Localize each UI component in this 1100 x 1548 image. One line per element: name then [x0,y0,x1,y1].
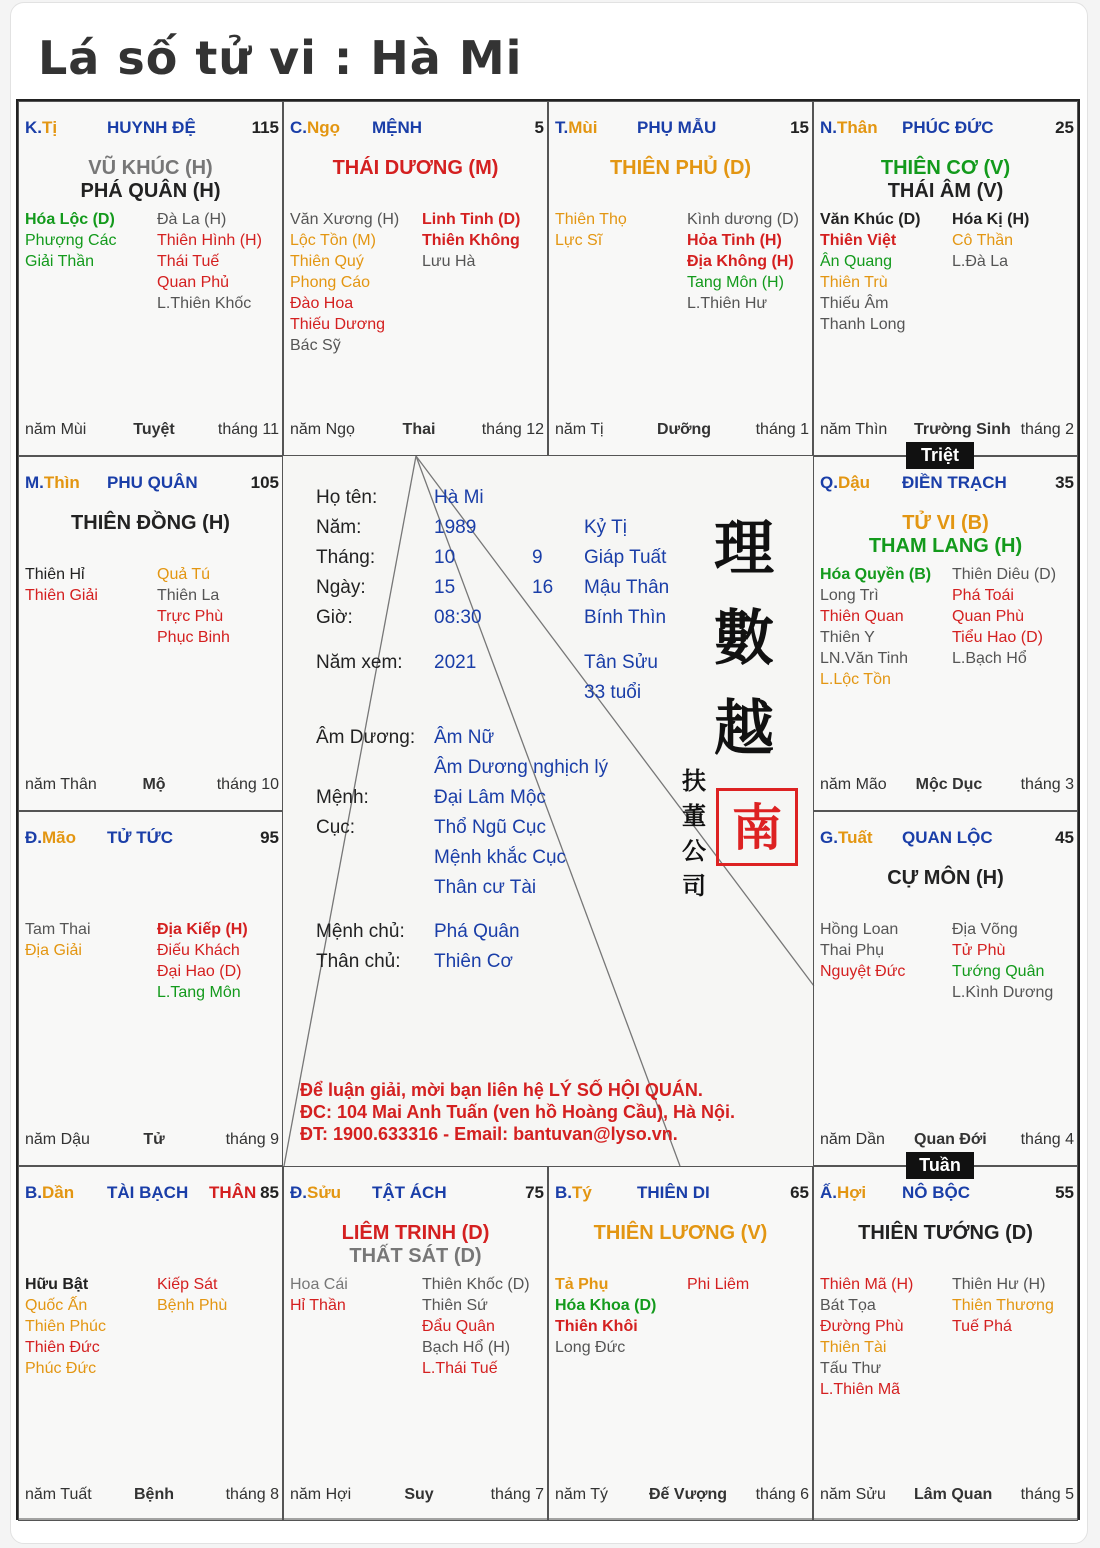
main-stars [549,157,812,180]
palace-branch-name: Tị [42,118,58,137]
palace-branch-name: Thìn [43,473,80,492]
nam-label: Năm: [316,517,362,538]
footer-month: tháng 10 [216,776,279,793]
footer-year: năm Dần [820,1131,885,1148]
thang-value: 10 [434,547,456,568]
minor-star: Thiên Đức [25,1339,100,1356]
palace-cell [813,1166,1078,1521]
minor-star: Hoa Cái [290,1276,348,1293]
palace-stem: M. [25,473,44,492]
footer-stage: Đế Vượng [649,1486,728,1503]
minor-star: Điếu Khách [157,942,240,959]
footer-stage: Trường Sinh [914,421,1011,438]
tuoi: 33 tuổi [584,682,642,703]
footer-month: tháng 6 [755,1486,809,1503]
red-seal: 南 [716,788,798,866]
minor-star: Quả Tú [157,566,211,583]
main-star: VŨ KHÚC (H) [88,157,213,179]
palace-branch [290,1183,341,1203]
palace-cell [18,456,283,811]
footer-stage: Bệnh [134,1486,174,1503]
nam-can-chi: Kỷ Tị [584,517,627,538]
palace-branch-name: Hợi [837,1183,867,1202]
minor-star: L.Đà La [952,253,1009,270]
nam-value: 1989 [434,517,477,538]
minor-stars-left [25,919,91,961]
main-stars [549,1222,812,1245]
palace-stem: Đ. [25,828,42,847]
palace-number: 75 [525,1183,544,1202]
minor-stars-right [157,209,262,314]
palace-branch-name: Dần [42,1183,75,1202]
palace-branch [820,828,873,848]
main-stars [814,157,1077,203]
minor-star: Đà La (H) [157,211,227,228]
minor-star: Hỉ Thần [290,1297,346,1314]
palace-branch [25,473,80,493]
main-star: LIÊM TRINH (D) [341,1222,490,1244]
contact-line-1: Để luận giải, mời bạn liên hệ LÝ SỐ HỘI QUÁN. [300,1080,703,1100]
main-star: TỬ VI (B) [902,512,989,534]
minor-stars-right [952,1274,1054,1337]
palace-name: QUAN LỘC [902,828,993,847]
footer-stage: Suy [404,1486,434,1503]
minor-star: Thiên Hư (H) [952,1276,1046,1293]
thang-label: Tháng: [316,547,376,568]
minor-star: LN.Văn Tinh [820,650,909,667]
main-star: THIÊN LƯƠNG (V) [593,1222,768,1244]
minor-star: Lưu Hà [422,253,476,270]
palace-branch [820,473,870,493]
minor-star: Long Đức [555,1339,626,1356]
footer-year: năm Ngọ [290,421,355,438]
minor-star: Tam Thai [25,921,91,938]
small-calligraphy-4: 司 [682,871,706,900]
cuc-note: Mệnh khắc Cục [434,847,567,868]
gio-label: Giờ: [316,607,353,628]
palace-number: 115 [251,118,279,137]
main-stars [814,867,1077,890]
minor-star: Địa Không (H) [687,253,794,270]
footer-year: năm Dậu [25,1131,90,1148]
palace-name: HUYNH ĐỆ [107,118,196,137]
palace-branch-name: Ngọ [307,118,341,137]
ngay-label: Ngày: [316,577,366,598]
gio-can-chi: Bính Thìn [584,607,667,628]
palace-stem: N. [820,118,837,137]
palace-name: MỆNH [372,118,423,137]
palace-cell [18,811,283,1166]
palace-cell [548,101,813,456]
palace-name: PHÚC ĐỨC [902,118,994,137]
minor-star: Linh Tinh (D) [422,211,521,228]
palace-branch-name: Dậu [837,473,871,492]
minor-star: Tả Phụ [555,1276,609,1293]
minor-star: Thiên Trù [820,274,888,291]
footer-stage: Lâm Quan [914,1486,993,1503]
minor-star: Hóa Quyền (B) [820,566,932,583]
minor-star: Lực Sĩ [555,232,603,249]
nam-xem-can-chi: Tân Sửu [584,652,658,673]
minor-star: Tuế Phá [952,1318,1012,1335]
palace-cell [813,101,1078,456]
footer-year: năm Tị [555,421,604,438]
minor-star: Thanh Long [820,316,906,333]
minor-star: L.Tang Môn [157,984,241,1001]
footer-year: năm Mão [820,776,887,793]
minor-star: Kiếp Sát [157,1276,218,1293]
minor-star: Hóa Lộc (D) [25,211,115,228]
tuan-tag: Tuần [906,1152,974,1179]
minor-star: Tấu Thư [820,1360,882,1377]
minor-star: Tiểu Hao (D) [952,629,1043,646]
minor-star: Kình dương (D) [687,211,799,228]
minor-stars-right [952,209,1029,272]
palace-branch-name: Sửu [307,1183,342,1202]
palace-stem: B. [555,1183,572,1202]
minor-star: L.Lộc Tồn [820,671,891,688]
minor-star: Thiên Diêu (D) [952,566,1057,583]
palace-branch [820,118,878,138]
palace-cell [18,1166,283,1521]
minor-star: Thiên Quan [820,608,904,625]
minor-stars-right [157,919,248,1003]
minor-star: Cô Thần [952,232,1014,249]
small-calligraphy-2: 董 [682,801,706,830]
footer-stage: Dưỡng [656,421,712,438]
palace-number: 45 [1055,828,1074,847]
footer-stage: Thai [402,421,436,438]
am-duong-note: Âm Dương nghịch lý [434,757,609,778]
palace-name: TẬT ÁCH [372,1183,447,1202]
minor-stars-left [25,1274,106,1379]
palace-cell [813,811,1078,1166]
palace-stem: G. [820,828,838,847]
main-star: CỰ MÔN (H) [887,867,1004,889]
main-star: THIÊN ĐỒNG (H) [71,512,230,534]
page-title: Lá số tử vi : Hà Mi [38,31,523,85]
minor-star: L.Bạch Hổ [952,650,1027,667]
palace-stem: K. [25,118,42,137]
palace-number: 5 [534,118,544,137]
main-stars [814,512,1077,558]
palace-stem: C. [290,118,307,137]
minor-star: Lộc Tồn (M) [290,232,376,249]
minor-star: Thiên Không [422,232,520,249]
minor-star: Bạch Hổ (H) [422,1339,511,1356]
gio-value: 08:30 [434,607,482,628]
footer-month: tháng 1 [755,421,809,438]
minor-star: Văn Khúc (D) [820,211,921,228]
footer-month: tháng 11 [217,421,279,438]
minor-stars-left [820,919,905,982]
minor-star: Thiên Giải [25,587,98,604]
minor-stars-right [157,1274,227,1316]
minor-stars-right [422,209,520,272]
footer-stage: Quan Đới [914,1131,987,1148]
calligraphy-char-3: 越 [714,694,774,764]
palace-number: 25 [1055,118,1074,137]
minor-star: Quan Phù [952,608,1025,625]
minor-star: Thiên Hỉ [25,566,85,583]
minor-star: L.Thiên Hư [687,295,768,312]
palace-cell [18,101,283,456]
footer-year: năm Thân [25,776,97,793]
minor-star: L.Thiên Khốc [157,295,252,312]
palace-stem: B. [25,1183,42,1202]
minor-stars-left [25,209,116,272]
minor-stars-right [952,564,1056,669]
palace-number: 105 [250,473,279,492]
nam-xem-value: 2021 [434,652,477,673]
minor-star: Thiên Thương [952,1297,1054,1314]
minor-star: L.Thiên Mã [820,1381,901,1398]
minor-star: Hồng Loan [820,921,899,938]
minor-star: Tướng Quân [952,963,1045,980]
minor-star: Thiên Khôi [555,1318,638,1335]
footer-stage: Mộc Dục [915,776,983,793]
footer-month: tháng 8 [225,1486,279,1503]
main-star: PHÁ QUÂN (H) [80,180,221,202]
minor-star: Thiên La [157,587,220,604]
minor-star: Phượng Các [25,232,117,249]
minor-stars-left [820,564,931,690]
palace-number: 65 [790,1183,809,1202]
palace-number: 35 [1055,473,1074,492]
minor-star: L.Kình Dương [952,984,1054,1001]
minor-star: Nguyệt Đức [820,963,906,980]
minor-star: Bác Sỹ [290,337,341,354]
palace-branch [25,1183,74,1203]
palace-cell [813,456,1078,811]
ngay-am: 16 [532,577,554,598]
minor-stars-right [687,1274,749,1295]
cuc-label: Cục: [316,817,356,838]
minor-star: Phong Cáo [290,274,371,291]
minor-star: Địa Võng [952,921,1018,938]
small-calligraphy-1: 扶 [682,766,706,795]
ngay-can-chi: Mậu Thân [584,577,670,598]
palace-branch-name: Mùi [568,118,598,137]
footer-stage: Mộ [142,776,166,793]
main-stars [19,157,282,203]
main-star: THIÊN TƯỚNG (D) [858,1222,1033,1244]
thang-am: 9 [532,547,543,568]
minor-star: Văn Xương (H) [290,211,400,228]
calligraphy-char-2: 數 [714,604,774,674]
minor-star: Hóa Khoa (D) [555,1297,657,1314]
nam-xem-label: Năm xem: [316,652,403,673]
palace-name: THIÊN DI [637,1183,710,1202]
minor-stars-left [25,564,98,606]
palace-stem: Đ. [290,1183,307,1202]
footer-year: năm Sửu [820,1486,886,1503]
minor-star: Phúc Đức [25,1360,97,1377]
minor-stars-left [555,1274,656,1358]
minor-star: Tang Môn (H) [687,274,784,291]
footer-month: tháng 12 [481,421,544,438]
main-stars [19,512,282,535]
minor-star: Tử Phù [952,942,1006,959]
minor-star: Quốc Ấn [25,1297,88,1314]
minor-star: Đào Hoa [290,295,354,312]
minor-stars-right [952,919,1053,1003]
minor-star: L.Thái Tuế [422,1360,498,1377]
minor-star: Đẩu Quân [422,1318,495,1335]
palace-branch-name: Tý [572,1183,592,1202]
main-star: THIÊN PHỦ (D) [609,157,752,179]
minor-star: Quan Phủ [157,274,230,291]
contact-line-3: ĐT: 1900.633316 - Email: bantuvan@lyso.vn. [300,1124,678,1144]
menh-chu-label: Mệnh chủ: [316,921,405,942]
minor-stars-left [555,209,627,251]
than-chu-value: Thiên Cơ [434,951,513,972]
minor-stars-right [687,209,799,314]
palace-name: PHU QUÂN [107,473,198,492]
palace-name: NÔ BỘC [902,1183,970,1202]
cuc-value: Thổ Ngũ Cục [434,817,546,838]
am-duong-label: Âm Dương: [316,727,416,748]
minor-star: Bệnh Phù [157,1297,228,1314]
palace-number: 95 [260,828,279,847]
minor-star: Thiên Sứ [422,1297,488,1314]
triet-tag: Triệt [906,442,974,469]
minor-star: Đường Phù [820,1318,904,1335]
ho-ten-value: Hà Mi [434,487,484,508]
ho-ten-label: Họ tên: [316,487,378,508]
minor-star: Thiên Hình (H) [157,232,262,249]
minor-star: Thiếu Dương [290,316,386,333]
main-stars [284,1222,547,1268]
footer-month: tháng 4 [1020,1131,1074,1148]
palace-number: 15 [790,118,809,137]
palace-branch [555,118,598,138]
palace-branch [25,828,76,848]
menh-value: Đại Lâm Mộc [434,787,546,808]
minor-star: Thiên Phúc [25,1318,106,1335]
palace-branch [820,1183,866,1203]
minor-star: Thiên Tài [820,1339,887,1356]
palace-cell [283,1166,548,1521]
palace-cell [283,101,548,456]
palace-stem: Ấ. [820,1183,837,1202]
main-star: THÁI ÂM (V) [887,180,1004,202]
palace-branch [25,118,57,138]
minor-star: Thiên Quý [290,253,364,270]
menh-label: Mệnh: [316,787,369,808]
minor-star: Thiên Y [820,629,875,646]
minor-star: Thiên Mã (H) [820,1276,914,1293]
palace-than-marker: THÂN [209,1183,257,1202]
main-star: THAM LANG (H) [868,535,1023,557]
footer-year: năm Tuất [25,1486,92,1503]
footer-month: tháng 2 [1020,421,1074,438]
palace-stem: Q. [820,473,838,492]
footer-year: năm Mùi [25,421,87,438]
main-stars [814,1222,1077,1245]
small-calligraphy-3: 公 [682,836,706,865]
thang-can-chi: Giáp Tuất [584,547,667,568]
palace-cell [548,1166,813,1521]
ngay-value: 15 [434,577,456,598]
minor-star: Thiếu Âm [820,295,889,312]
palace-name: TỬ TỨC [107,828,173,847]
minor-star: Thiên Thọ [555,211,627,228]
palace-branch-name: Mão [42,828,76,847]
minor-star: Giải Thần [25,253,95,270]
minor-star: Địa Giải [25,942,82,959]
minor-star: Thiên Việt [820,232,897,249]
calligraphy-char-1: 理 [714,514,774,584]
minor-star: Địa Kiếp (H) [157,921,248,938]
minor-stars-left [820,1274,913,1400]
palace-name: PHỤ MẪU [637,118,717,137]
minor-stars-left [290,1274,348,1316]
main-stars [284,157,547,180]
footer-month: tháng 7 [490,1486,544,1503]
palace-name: TÀI BẠCH [107,1183,189,1202]
than-chu-label: Thân chủ: [316,951,401,972]
main-star: THẤT SÁT (D) [349,1245,482,1267]
contact-line-2: ĐC: 104 Mai Anh Tuấn (ven hồ Hoàng Cầu), Hà Nội. [300,1102,736,1122]
minor-star: Phi Liêm [687,1276,750,1293]
footer-stage: Tuyệt [133,421,175,438]
minor-star: Thai Phụ [820,942,885,959]
palace-name: ĐIỀN TRẠCH [902,473,1007,492]
center-info [284,456,814,1166]
footer-stage: Tử [143,1131,165,1148]
minor-star: Bát Tọa [820,1297,876,1314]
palace-stem: T. [555,118,569,137]
minor-star: Hỏa Tinh (H) [687,232,782,249]
palace-number: 85 [260,1183,279,1202]
minor-star: Long Trì [820,587,879,604]
minor-star: Thái Tuế [157,253,220,270]
palace-branch [290,118,340,138]
minor-star: Hữu Bật [25,1276,89,1293]
horoscope-chart [16,99,1080,1520]
main-star: THÁI DƯƠNG (M) [332,157,499,179]
minor-star: Thiên Khốc (D) [422,1276,530,1293]
minor-stars-left [290,209,399,356]
main-star: THIÊN CƠ (V) [880,157,1011,179]
than-note: Thân cư Tài [434,877,537,898]
palace-branch [555,1183,592,1203]
footer-month: tháng 3 [1020,776,1074,793]
minor-star: Phục Binh [157,629,230,646]
footer-month: tháng 5 [1020,1486,1074,1503]
minor-star: Ân Quang [820,253,893,270]
palace-branch-name: Tuất [837,828,873,847]
minor-stars-left [820,209,920,335]
am-duong-value: Âm Nữ [434,727,495,748]
footer-year: năm Hợi [290,1486,352,1503]
minor-star: Phá Toái [952,587,1014,604]
palace-branch-name: Thân [837,118,878,137]
minor-star: Đại Hao (D) [157,963,242,980]
palace-number: 55 [1055,1183,1074,1202]
footer-year: năm Thìn [820,421,888,438]
minor-stars-right [422,1274,530,1379]
footer-month: tháng 9 [225,1131,279,1148]
minor-stars-right [157,564,230,648]
menh-chu-value: Phá Quân [434,921,520,942]
minor-star: Hóa Kị (H) [952,211,1030,228]
footer-year: năm Tý [555,1486,609,1503]
minor-star: Trực Phù [157,608,224,625]
